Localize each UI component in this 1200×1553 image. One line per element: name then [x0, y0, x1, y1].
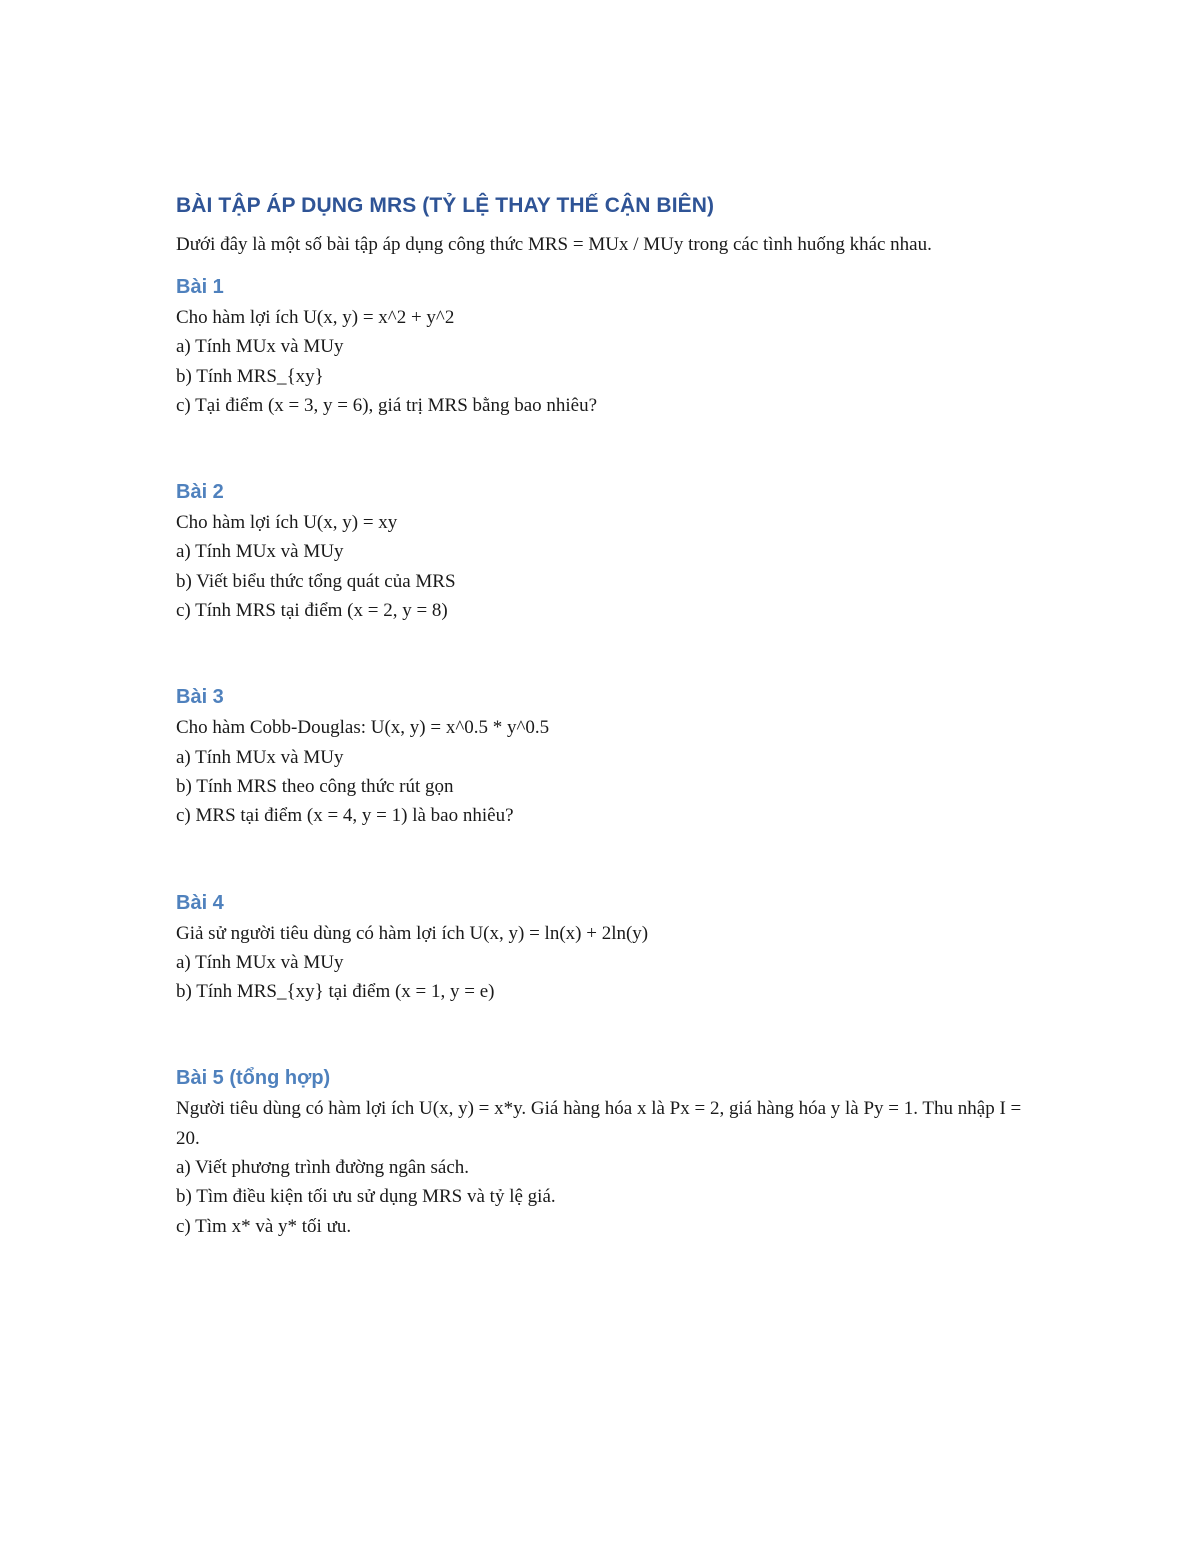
exercise-question-a: a) Viết phương trình đường ngân sách. — [176, 1157, 470, 1179]
exercise-question-c: c) MRS tại điểm (x = 4, y = 1) là bao nhiêu? — [176, 805, 514, 827]
exercise-title: Bài 1 — [176, 276, 224, 298]
exercise-question-a: a) Tính MUx và MUy — [176, 336, 344, 358]
exercise-statement: Cho hàm Cobb-Douglas: U(x, y) = x^0.5 * y^0.5 — [176, 717, 550, 739]
exercise-question-b: b) Tính MRS theo công thức rút gọn — [176, 775, 454, 797]
exercise-title: Bài 3 — [176, 686, 224, 709]
exercise-question-a: a) Tính MUx và MUy — [176, 746, 344, 768]
exercise-question-a: a) Tính MUx và MUy — [176, 951, 344, 973]
exercise-title: Bài 4 — [176, 891, 224, 914]
exercise-statement: Giả sử người tiêu dùng có hàm lợi ích U(x, y) = ln(x) + 2ln(y) — [176, 922, 649, 944]
exercise-statement: Người tiêu dùng có hàm lợi ích U(x, y) = x*y. Giá hàng hóa x là Px = 2, giá hàng hóa y là Py = 1. Thu nhập I = 20. — [176, 1098, 1022, 1149]
exercise-statement: Cho hàm lợi ích U(x, y) = xy — [176, 512, 398, 534]
exercise-question-a: a) Tính MUx và MUy — [176, 541, 344, 563]
exercise-question-b: b) Tìm điều kiện tối ưu sử dụng MRS và tỷ lệ giá. — [176, 1186, 556, 1208]
exercise-question-c: c) Tại điểm (x = 3, y = 6), giá trị MRS bằng bao nhiêu? — [176, 394, 598, 416]
exercise-title: Bài 2 — [176, 481, 224, 504]
exercise-3 — [176, 681, 1036, 830]
exercise-1 — [176, 271, 1036, 420]
document-title: BÀI TẬP ÁP DỤNG MRS (TỶ LỆ THAY THẾ CẬN BIÊN) — [176, 194, 715, 217]
exercise-question-b: b) Tính MRS_{xy} — [176, 365, 324, 387]
exercise-statement: Cho hàm lợi ích U(x, y) = x^2 + y^2 — [176, 307, 455, 328]
exercise-title: Bài 5 (tổng hợp) — [176, 1067, 331, 1090]
exercise-5 — [176, 1062, 1036, 1240]
exercise-4 — [176, 887, 1036, 1007]
exercise-question-b: b) Viết biểu thức tổng quát của MRS — [176, 570, 456, 592]
document-page — [176, 190, 1036, 1241]
exercise-question-c: c) Tìm x* và y* tối ưu. — [176, 1215, 352, 1237]
exercise-2 — [176, 476, 1036, 625]
exercise-question-c: c) Tính MRS tại điểm (x = 2, y = 8) — [176, 600, 448, 622]
exercise-question-b: b) Tính MRS_{xy} tại điểm (x = 1, y = e) — [176, 981, 495, 1003]
intro-paragraph: Dưới đây là một số bài tập áp dụng công thức MRS = MUx / MUy trong các tình huống khác nhau. — [176, 234, 932, 255]
